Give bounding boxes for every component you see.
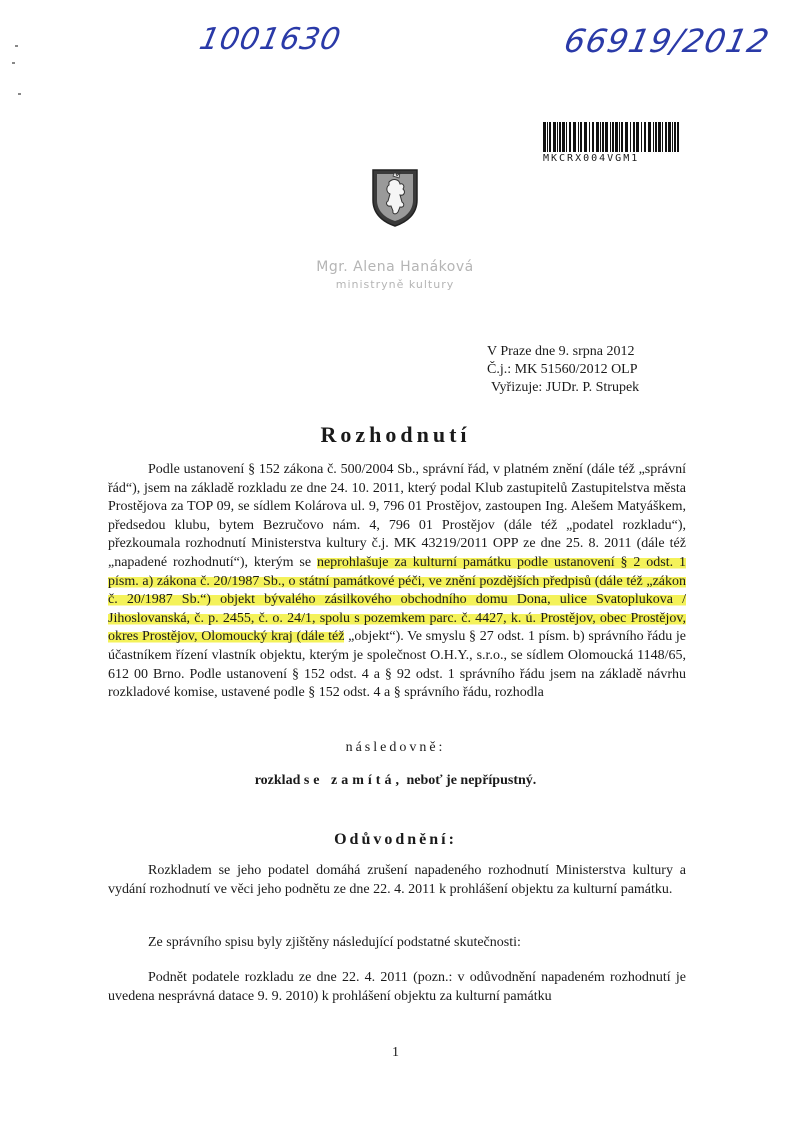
- barcode-bar: [621, 122, 623, 152]
- barcode: [543, 122, 679, 152]
- barcode-bar: [592, 122, 594, 152]
- justification-paragraph-1: Rozkladem se jeho podatel domáhá zrušení napadeného rozhodnutí Ministerstva kultury a vydání rozhodnutí ve věci jeho podnětu ze dne 22. 4. 2011 k prohlášení objektu za kulturní památku.: [108, 863, 686, 897]
- barcode-bar: [547, 122, 548, 152]
- verdict-reason: neboť je nepřípustný.: [406, 773, 537, 788]
- verdict-rejected: se zamítá,: [303, 773, 403, 788]
- barcode-bar: [549, 122, 551, 152]
- barcode-bar: [589, 122, 590, 152]
- barcode-bar: [602, 122, 604, 152]
- barcode-bar: [668, 122, 671, 152]
- justification-paragraph-3: Podnět podatele rozkladu ze dne 22. 4. 2011 (pozn.: v odůvodnění napadeném rozhodnutí je uvedena nesprávná datace 9. 9. 2010) k prohlášení objektu za kulturní památku: [108, 970, 686, 1004]
- barcode-bar: [641, 122, 642, 152]
- barcode-bar: [605, 122, 608, 152]
- barcode-bar: [665, 122, 667, 152]
- barcode-bar: [662, 122, 663, 152]
- verdict-line: [0, 773, 791, 789]
- barcode-bar: [612, 122, 614, 152]
- barcode-bar: [653, 122, 654, 152]
- barcode-bar: [580, 122, 582, 152]
- barcode-bar: [573, 122, 576, 152]
- barcode-bar: [677, 122, 679, 152]
- barcode-bar: [633, 122, 635, 152]
- decision-paragraph: [108, 461, 686, 703]
- barcode-bar: [610, 122, 611, 152]
- document-title: Rozhodnutí: [320, 422, 471, 447]
- page-number: 1: [392, 1045, 399, 1060]
- handled-by: Vyřizuje: JUDr. P. Strupek: [491, 380, 640, 395]
- barcode-bar: [672, 122, 673, 152]
- handwritten-number-right: 66919/2012: [560, 22, 774, 60]
- barcode-bar: [619, 122, 620, 152]
- highlighted-text: neprohlašuje za kulturní památku podle ustanovení § 2 odst. 1 písm. a) zákona č. 20/1987 Sb., o státní památkové péči, ve znění pozdějších předpisů (dále též „zákon č. 20/1987 Sb.“) objekt bývalého zásilkového obchodního domu Dona, ulice Svatoplukova / Jihoslovanská, č. p. 2455, č. o. 24/1, spolu s pozemkem parc. č. 4427, k. ú. Prostějov, obec Prostějov, okres Prostějov, Olomoucký kraj (dále též: [108, 554, 687, 645]
- barcode-bar: [630, 122, 631, 152]
- barcode-bar: [625, 122, 628, 152]
- scan-speck: [15, 45, 18, 47]
- barcode-bar: [658, 122, 661, 152]
- document-date: V Praze dne 9. srpna 2012: [487, 344, 635, 359]
- barcode-bar: [636, 122, 639, 152]
- coat-of-arms-lion-icon: [369, 166, 421, 228]
- barcode-bar: [543, 122, 546, 152]
- barcode-bar: [569, 122, 571, 152]
- scan-speck: [12, 62, 15, 64]
- minister-name: Mgr. Alena Hanáková: [316, 259, 474, 275]
- barcode-bar: [644, 122, 646, 152]
- barcode-bar: [674, 122, 676, 152]
- barcode-bar: [566, 122, 567, 152]
- barcode-bar: [615, 122, 618, 152]
- justification-paragraph-2: Ze správního spisu byly zjištěny následující podstatné skutečnosti:: [148, 935, 521, 950]
- decision-text-part-b: „objekt“). Ve smyslu § 27 odst. 1 písm. b) správního řádu je účastníkem řízení vlastník objektu, kterým je společnost O.H.Y., s.r.o., se sídlem Olomoucká 1148/65, 612 00 Brno. Podle ustanovení § 152 odst. 4 a § 92 odst. 1 správního řádu jsem na základě návrhu rozkladové komise, ustavené podle § 152 odst. 4 a § správního řádu, rozhodla: [108, 629, 686, 701]
- handwritten-number-left: 1001630: [196, 22, 345, 57]
- as-follows-label: následovně:: [345, 740, 446, 755]
- decision-text-part-a: Podle ustanovení § 152 zákona č. 500/2004 Sb., správní řád, v platném znění (dále též „správní řád“), jsem na základě rozkladu ze dne 24. 10. 2011, který podal Klub zastupitelů Zastupitelstva města Prostějova za TOP 09, se sídlem Kolárova ul. 9, 796 01 Prostějov, zastoupen Ing. Alešem Matyáškem, předsedou klubu, bytem Bezručovo nám. 4, 796 01 Prostějov (dále též „podatel rozkladu“), přezkoumala rozhodnutí Ministerstva kultury č.j. MK 43219/2011 OPP ze dne 25. 8. 2011 (dále též „napadené rozhodnutí“), kterým se: [108, 462, 686, 570]
- barcode-bar: [557, 122, 558, 152]
- justification-heading: Odůvodnění:: [334, 831, 457, 848]
- barcode-bar: [600, 122, 601, 152]
- barcode-bar: [596, 122, 599, 152]
- barcode-bar: [559, 122, 561, 152]
- verdict-word: rozklad: [254, 773, 301, 788]
- barcode-bar: [578, 122, 579, 152]
- barcode-bar: [648, 122, 651, 152]
- minister-title: ministryně kultury: [335, 278, 455, 291]
- scan-speck: [18, 93, 21, 95]
- barcode-bar: [584, 122, 587, 152]
- barcode-text: MKCRX004VGM1: [543, 153, 640, 164]
- barcode-bar: [655, 122, 657, 152]
- reference-number: Č.j.: MK 51560/2012 OLP: [487, 362, 638, 377]
- barcode-bar: [562, 122, 565, 152]
- barcode-bar: [553, 122, 556, 152]
